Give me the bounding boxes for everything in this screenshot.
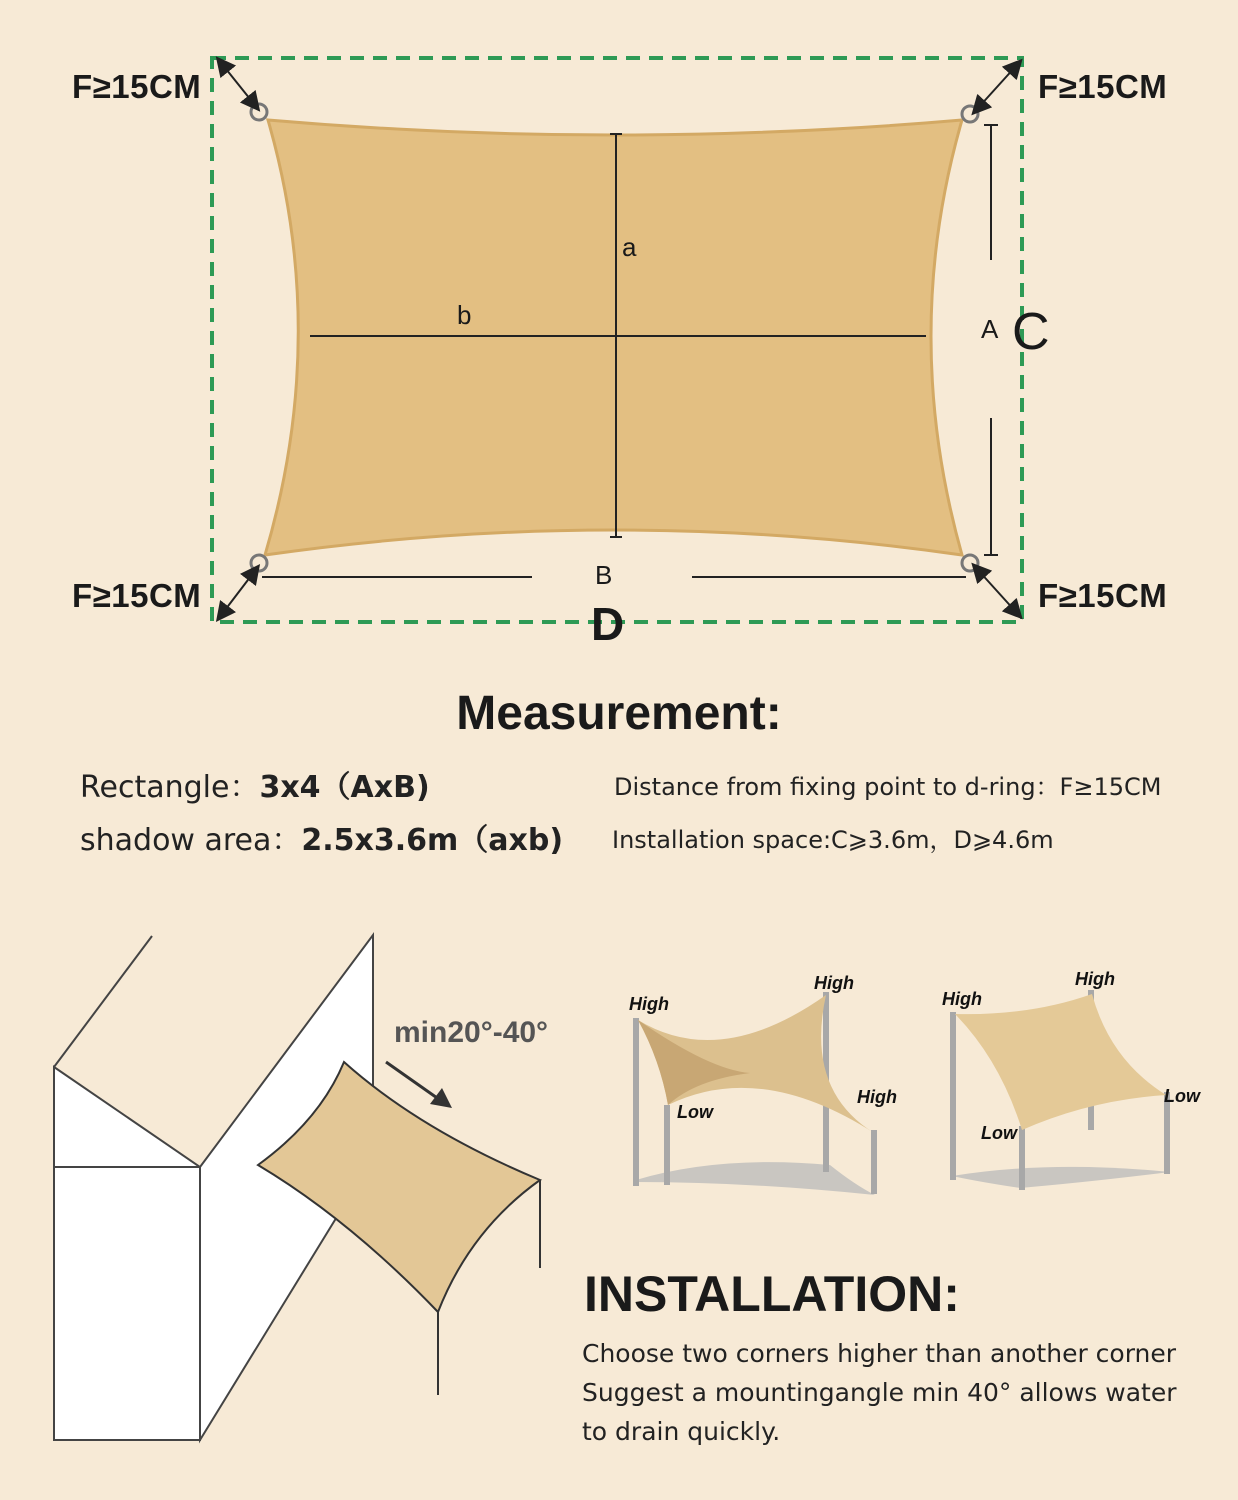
angle-arrow [386, 1062, 440, 1100]
installation-space-spec: Installation space:C⩾3.6m，D⩾4.6m [612, 826, 1054, 854]
label-a: a [622, 232, 637, 262]
label-C: C [1012, 303, 1050, 361]
angle-label: min20°-40° [394, 1016, 549, 1049]
ex2-low-left: Low [981, 1123, 1017, 1143]
installation-line-3: to drain quickly. [582, 1417, 781, 1446]
label-b: b [457, 300, 472, 330]
f-label-bottom-right: F≥15CM [1038, 577, 1168, 614]
f-arrow-top-right [978, 66, 1016, 108]
ex2-high-left: High [942, 989, 982, 1009]
wall-mount-illustration [0, 0, 600, 1500]
distance-spec: Distance from fixing point to d-ring：F≥15CM [614, 773, 1162, 801]
f-arrow-bottom-right [978, 570, 1016, 612]
measurement-title: Measurement: [456, 687, 782, 740]
ex1-high-top: High [814, 973, 854, 993]
f-label-bottom-left: F≥15CM [72, 577, 202, 614]
f-label-top-left: F≥15CM [72, 68, 202, 105]
rectangle-value: 3x4（AxB) [259, 770, 430, 805]
ex2-high-top: High [1075, 969, 1115, 989]
label-B: B [595, 560, 613, 590]
installation-title: INSTALLATION: [584, 1266, 960, 1322]
label-D: D [591, 598, 625, 650]
ex1-high-left: High [629, 994, 669, 1014]
label-A: A [981, 314, 999, 344]
shadow-value: 2.5x3.6m（axb) [301, 823, 564, 858]
installation-line-1: Choose two corners higher than another corner [582, 1339, 1177, 1368]
example-hypar-sail [600, 950, 900, 1210]
installation-instructions [582, 1334, 1176, 1451]
installation-line-2: Suggest a mountingangle min 40° allows water [582, 1378, 1177, 1407]
f-label-top-right: F≥15CM [1038, 68, 1168, 105]
ex2-low-right: Low [1164, 1086, 1200, 1106]
rectangle-label: Rectangle： [80, 770, 260, 805]
ex1-low: Low [677, 1102, 713, 1122]
ex1-high-right: High [857, 1087, 897, 1107]
shadow-label: shadow area： [80, 823, 302, 858]
